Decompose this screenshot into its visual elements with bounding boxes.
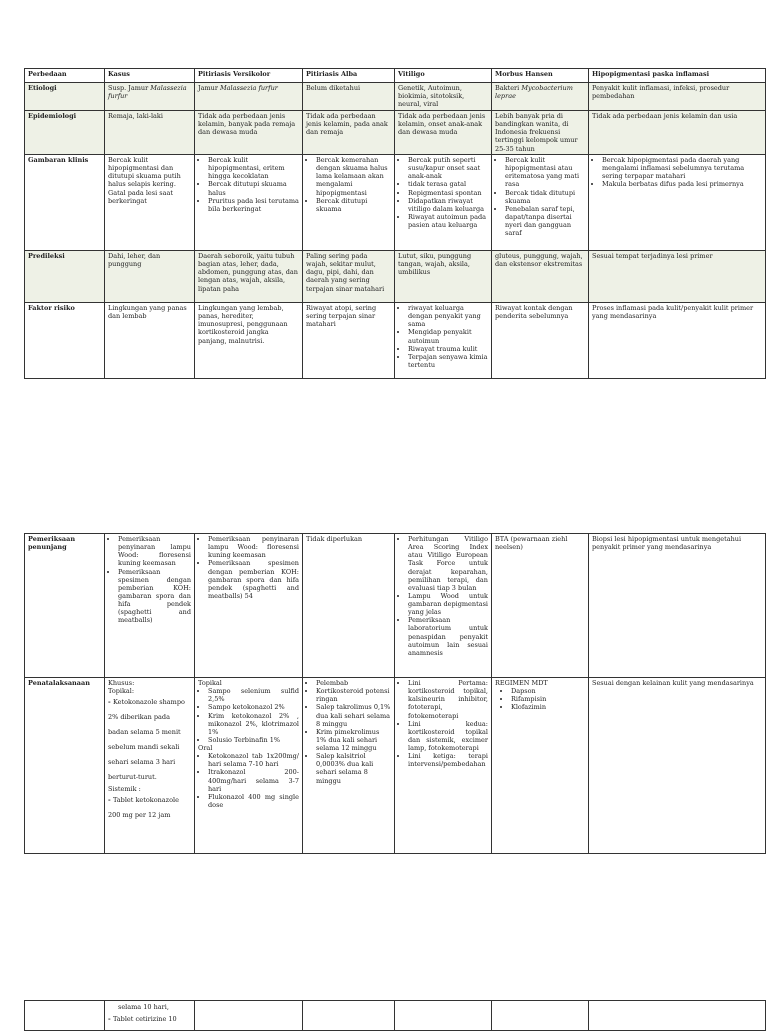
cell: Remaja, laki-laki [105,111,195,155]
row-faktor-risiko [25,303,766,379]
row-pemeriksaan-penunjang [25,534,766,678]
list-item: • Pemeriksaan spesimen dengan pemberian KOH: gambaran spora dan hifa pendek (spaghetti and meatballs) [118,568,191,625]
cell: Tidak ada perbedaan jenis kelamin, onset anak-anak dan dewasa muda [395,111,492,155]
cell-text: Khusus: [108,679,135,687]
cell-text: Susp. Jamur [108,84,151,92]
cell [395,155,492,251]
row-label: Faktor risiko [25,303,105,379]
header-pitiriasis-versikolor: Pitiriasis Versikolor [195,69,303,83]
cell-italic: Mycobacterium leprae [495,84,573,101]
cell [395,303,492,379]
cell-text: Bakteri [495,84,522,92]
cell: Tidak ada perbedaan jenis kelamin dan usia [589,111,766,155]
list-item: • Pemeriksaan penyinaran lampu Wood: floresensi kuning keemasan [118,535,191,568]
row-label: Pemeriksaan penunjang [25,534,105,678]
list-item: • Mengidap penyakit autoimun [408,328,488,344]
bullet-list [198,752,299,809]
list-item: • Flukonazol 400 mg single dose [208,793,299,809]
cell [303,1001,395,1031]
cell [195,678,303,854]
row-label: Etiologi [25,83,105,111]
row-epidemiologi [25,111,766,155]
list-item: • Lampu Wood untuk gambaran depigmentasi yang jelas [408,592,488,616]
bullet-list [495,156,585,237]
cell [303,155,395,251]
cell: Dahi, leher, dan punggung [105,251,195,303]
cell [105,534,195,678]
list-item: • Terpajan senyawa kimia tertentu [408,353,488,369]
list-item: • Repigmentasi spontan [408,189,488,197]
cell [492,1001,589,1031]
row-label: Predileksi [25,251,105,303]
cell [105,678,195,854]
list-item: • Sampo selenium sulfid 2,5% [208,687,299,703]
comparison-table-2 [24,533,766,854]
cell: Tidak diperlukan [303,534,395,678]
cell: Sesuai tempat terjadinya lesi primer [589,251,766,303]
list-item: • Bercak putih seperti susu/kapur onset saat anak-anak [408,156,488,180]
bullet-list [398,679,488,768]
cell: Lutut, siku, punggung tangan, wajah, aksila, umbilikus [395,251,492,303]
cell: Tidak ada perbedaan jenis kelamin, banyak pada remaja dan dewasa muda [195,111,303,155]
cell [492,83,589,111]
list-item: • Pemeriksaan penyinaran lampu Wood: floresensi kuning keemasan [208,535,299,559]
list-item: • Bercak hipopigmentasi pada daerah yang mengalami inflamasi sebelumnya terutama sering terpapar matahari [602,156,762,180]
list-item: • Bercak ditutupi skuama halus [208,180,299,196]
list-item: • Itrakonazol 200-400mg/hari selama 3-7 hari [208,768,299,792]
cell [589,155,766,251]
cell-italic: Malassezia furfur [220,84,278,92]
bullet-list [198,687,299,744]
cell: Proses inflamasi pada kulit/penyakit kulit primer yang mendasarinya [589,303,766,379]
list-item: • Krim pimekrolimus 1% dua kali sehari selama 12 minggu [316,728,391,752]
cell: BTA (pewarnaan ziehl neelsen) [492,534,589,678]
list-item: • Pemeriksaan spesimen dengan pemberian KOH: gambaran spora dan hifa pendek (spaghetti and meatballs) 54 [208,559,299,600]
cell: Riwayat kontak dengan penderita sebelumnya [492,303,589,379]
cell [395,1001,492,1031]
list-item: • Ketokonazol tab 1x200mg/ hari selama 7-10 hari [208,752,299,768]
dash-list [108,695,191,785]
list-item: • Salep kalsitriol 0,0003% dua kali sehari selama 8 minggu [316,752,391,785]
cell: Lingkungan yang panas dan lembab [105,303,195,379]
list-item [108,793,191,823]
cell-text: REGIMEN MDT [495,679,548,687]
bullet-list [398,304,488,369]
cell [303,678,395,854]
list-item: • Bercak kulit hipopigmentasi, eritem hingga kecoklatan [208,156,299,180]
cell-text: Sistemik : [108,784,141,793]
cell: Riwayat atopi, sering sering terpajan sinar matahari [303,303,395,379]
cell [105,1001,195,1031]
cell-text: Topikal [198,679,222,687]
cell [25,1001,105,1031]
list-item: • Krim ketokonazol 2% , mikonazol 2%, klotrimazol 1% [208,712,299,736]
comparison-table-3 [24,1000,766,1031]
list-item: • Didapatkan riwayat vitiligo dalam keluarga [408,197,488,213]
list-item: • Riwayat autoimun pada pasien atau keluarga [408,213,488,229]
cell [195,155,303,251]
cell: Biopsi lesi hipopigmentasi untuk mengetahui penyakit primer yang mendasarinya [589,534,766,678]
cell-text: Ketokonazole shampo 2% diberikan pada badan selama 5 menit sebelum mandi sekali sehari selama 3 hari berturut-turut. [108,698,185,781]
cell [395,678,492,854]
list-item: • Lini Pertama: kortikosteroid topikal, kalsineurin inhibitor, fototerapi, fotokemoterapi [408,679,488,720]
header-perbedaan: Perbedaan [25,69,105,83]
cell: Lebih banyak pria di bandingkan wanita, di Indonesia frekuensi tertinggi kelompok umur 25-35 tahun [492,111,589,155]
cell-text: Oral [198,744,213,752]
cell [195,83,303,111]
cell-text: Topikal: [108,687,135,696]
row-predileksi [25,251,766,303]
list-item: • Lini ketiga: terapi intervensi/pembedahan [408,752,488,768]
cell: Lingkungan yang lembab, panas, herediter, imunosupresi, penggunaan kortikosteroid jangka panjang, malnutrisi. [195,303,303,379]
list-item: • Makula berbatas difus pada lesi primernya [602,180,762,188]
dash-list [108,793,191,823]
cell [492,678,589,854]
list-item: • Riwayat trauma kulit [408,345,488,353]
bullet-list [108,535,191,624]
list-item: • Bercak tidak ditutupi skuama [505,189,585,205]
bullet-list [592,156,762,189]
cell: Bercak kulit hipopigmentasi dan ditutupi skuama putih halus selapis kering. Gatal pada lesi saat berkeringat [105,155,195,251]
bullet-list [398,535,488,657]
bullet-list [306,156,391,213]
bullet-list [306,679,391,785]
table-header-row [25,69,766,83]
cell [195,1001,303,1031]
cell [195,534,303,678]
list-item: • Kortikosteroid potensi ringan [316,687,391,703]
cell-italic: Malassezia furfur [108,84,187,101]
cell: Paling sering pada wajah, sekitar mulut, dagu, pipi, dahi, dan daerah yang sering terpajan sinar matahari [303,251,395,303]
list-item: • Perhitungan Vitiligo Area Scoring Index atau Vitiligo European Task Force untuk derajat keparahan, pemilihan terapi, dan evaluasi tiap 3 bulan [408,535,488,592]
header-vitiligo: Vitiligo [395,69,492,83]
list-item [108,695,191,785]
bullet-list [198,156,299,213]
list-item: • Solusio Terbinafin 1% [208,736,299,744]
list-item: • Sampo ketokonazol 2% [208,703,299,711]
row-continuation [25,1001,766,1031]
header-kasus: Kasus [105,69,195,83]
row-penatalaksanaan [25,678,766,854]
cell-text: Jamur [198,84,221,92]
bullet-list [198,535,299,600]
bullet-list [398,156,488,229]
list-item: • Bercak kulit hipopigmentasi atau eritematosa yang mati rasa [505,156,585,189]
row-gambaran-klinis [25,155,766,251]
cell: Tidak ada perbedaan jenis kelamin, pada anak dan remaja [303,111,395,155]
list-item: • tidak terasa gatal [408,180,488,188]
cell-text: Tablet cetirizine 10 [112,1014,177,1023]
cell: Daerah seboroik, yaitu tubuh bagian atas, leher, dada, abdomen, punggung atas, dan lengan atas, wajah, aksila, lipatan paha [195,251,303,303]
row-etiologi [25,83,766,111]
bullet-list [495,687,585,711]
row-label: Epidemiologi [25,111,105,155]
cell [589,1001,766,1031]
list-item: • Pelembab [316,679,391,687]
list-item: • Penebalan saraf tepi, dapat/tanpa disertai nyeri dan gangguan saraf [505,205,585,238]
cell-text: Tablet ketokonazole 200 mg per 12 jam [108,796,179,819]
cell-text: selama 10 hari, [118,1003,169,1011]
header-hipopigmentasi: Hipopigmentasi paska inflamasi [589,69,766,83]
list-item: • Bercak ditutupi skuama [316,197,391,213]
list-item: • Pruritus pada lesi terutama bila berkeringat [208,197,299,213]
cell [492,155,589,251]
header-morbus-hansen: Morbus Hansen [492,69,589,83]
list-item: • Lini kedua: kortikosteroid topikal dan sistemik, excimer lamp, fotokemoterapi [408,720,488,753]
row-label: Gambaran klinis [25,155,105,251]
list-item: • Dapson [511,687,585,695]
list-item: • Bercak kemerahan dengan skuama halus lama kelamaan akan mengalami hipopigmentasi [316,156,391,197]
list-item: • Pemeriksaan laboratorium untuk penaspidan penyakit autoimun lain sesuai anamnesis [408,616,488,657]
list-item: • Klofazimin [511,703,585,711]
list-item: • Salep takrolimus 0,1% dua kali sehari selama 8 minggu [316,703,391,727]
list-item: • Rifampisin [511,695,585,703]
header-pitiriasis-alba: Pitiriasis Alba [303,69,395,83]
row-label: Penatalaksanaan [25,678,105,854]
list-item: • riwayat keluarga dengan penyakit yang sama [408,304,488,328]
comparison-table-1 [24,68,766,379]
cell [105,83,195,111]
cell: gluteus, punggung, wajah, dan ekstensor ekstremitas [492,251,589,303]
cell: Penyakit kulit inflamasi, infeksi, prosedur pembedahan [589,83,766,111]
cell [395,534,492,678]
cell: Genetik, Autoimun, biokimia, sitotoksik, neural, viral [395,83,492,111]
cell: Belum diketahui [303,83,395,111]
cell: Sesuai dengan kelainan kulit yang mendasarinya [589,678,766,854]
